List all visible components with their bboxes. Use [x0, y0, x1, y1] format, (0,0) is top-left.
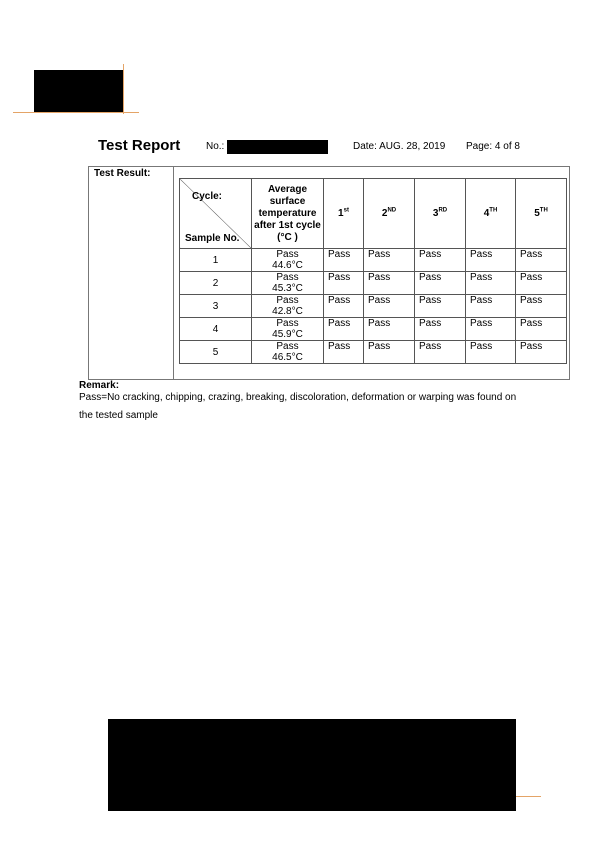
test-result-frame-divider	[173, 166, 174, 380]
diagonal-header-cell	[180, 179, 252, 249]
cycle-result: Pass	[364, 249, 415, 272]
logo-accent-line-vertical	[123, 64, 124, 114]
cycle-header-1: 1st	[324, 179, 364, 249]
table-row	[180, 272, 567, 295]
cycle-result: Pass	[466, 272, 516, 295]
cycle-result: Pass	[466, 249, 516, 272]
report-number-label: No.:	[206, 141, 225, 152]
cycle-result: Pass	[466, 341, 516, 364]
cycle-result: Pass	[364, 295, 415, 318]
remark-text-line-1: Pass=No cracking, chipping, crazing, breaking, discoloration, deformation or warping was found on	[79, 392, 517, 403]
test-result-label: Test Result:	[94, 168, 151, 179]
cycle-result: Pass	[364, 341, 415, 364]
table-row	[180, 249, 567, 272]
cycle-result: Pass	[415, 272, 466, 295]
cycle-header-2: 2ND	[364, 179, 415, 249]
cycle-result: Pass	[324, 295, 364, 318]
sample-number: 3	[180, 295, 252, 318]
cycle-header-4: 4TH	[466, 179, 516, 249]
sample-number: 1	[180, 249, 252, 272]
avg-temp-cell: Pass 46.5°C	[252, 341, 324, 364]
cycle-result: Pass	[466, 318, 516, 341]
table-row	[180, 318, 567, 341]
cycle-result: Pass	[324, 249, 364, 272]
sample-no-label: Sample No.	[185, 233, 240, 244]
cycle-header-5: 5TH	[516, 179, 567, 249]
redacted-logo	[34, 70, 123, 112]
avg-temp-cell: Pass 45.9°C	[252, 318, 324, 341]
avg-temp-cell: Pass 42.8°C	[252, 295, 324, 318]
cycle-result: Pass	[324, 272, 364, 295]
logo-accent-line-horizontal	[13, 112, 139, 113]
cycle-header-3: 3RD	[415, 179, 466, 249]
cycle-result: Pass	[516, 318, 567, 341]
cycle-result: Pass	[415, 318, 466, 341]
cycle-result: Pass	[516, 341, 567, 364]
cycle-result: Pass	[324, 341, 364, 364]
cycle-result: Pass	[516, 249, 567, 272]
cycle-result: Pass	[516, 272, 567, 295]
remark-label: Remark:	[79, 380, 120, 391]
avg-temp-header: Average surface temperature after 1st cycle (°C )	[252, 179, 324, 249]
report-title: Test Report	[98, 137, 181, 154]
redacted-report-number	[227, 140, 328, 154]
cycle-result: Pass	[415, 249, 466, 272]
sample-number: 2	[180, 272, 252, 295]
footer-accent-line	[516, 796, 541, 797]
sample-number: 5	[180, 341, 252, 364]
results-table	[179, 178, 567, 364]
report-date: Date: AUG. 28, 2019	[353, 141, 446, 152]
cycle-result: Pass	[324, 318, 364, 341]
table-row	[180, 341, 567, 364]
sample-number: 4	[180, 318, 252, 341]
cycle-label: Cycle:	[192, 191, 223, 202]
avg-temp-cell: Pass 45.3°C	[252, 272, 324, 295]
table-header-row	[180, 179, 567, 249]
avg-temp-cell: Pass 44.6°C	[252, 249, 324, 272]
cycle-result: Pass	[415, 295, 466, 318]
cycle-result: Pass	[466, 295, 516, 318]
cycle-result: Pass	[364, 318, 415, 341]
redacted-footer	[108, 719, 516, 811]
cycle-result: Pass	[516, 295, 567, 318]
table-row	[180, 295, 567, 318]
cycle-result: Pass	[415, 341, 466, 364]
cycle-result: Pass	[364, 272, 415, 295]
remark-text-line-2: the tested sample	[79, 410, 158, 421]
page-number: Page: 4 of 8	[466, 141, 520, 152]
